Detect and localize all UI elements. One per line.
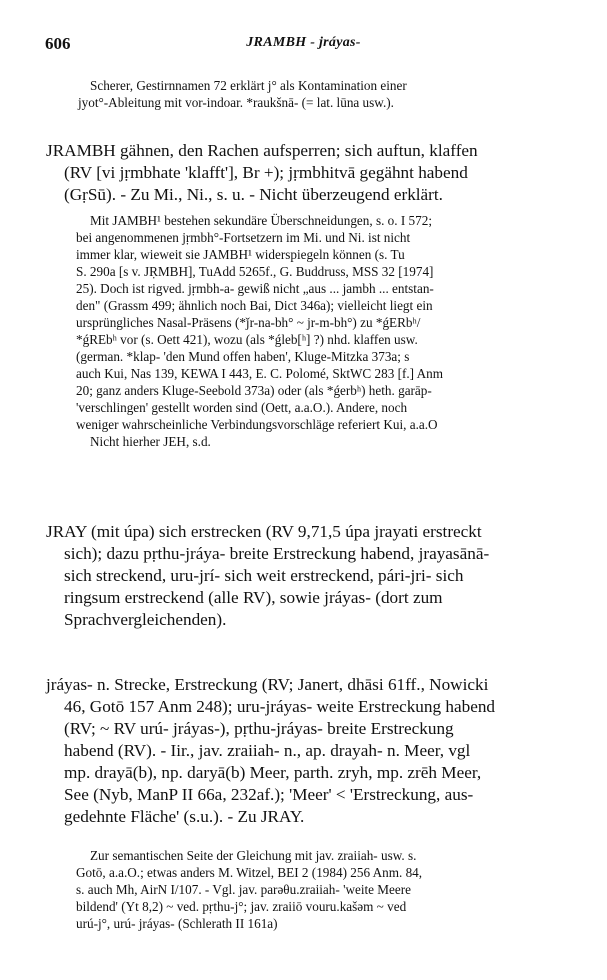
entry-line: See (Nyb, ManP II 66a, 232af.); 'Meer' < 'Erstreckung, aus- <box>64 785 474 804</box>
note-line: 20; ganz anders Kluge-Seebold 373a) oder (als *ǵerbʰ) heth. garāp- <box>76 383 432 398</box>
note-line: auch Kui, Nas 139, KEWA I 443, E. C. Polomé, SktWC 283 [f.] Anm <box>76 366 444 381</box>
text-line: Scherer, Gestirnnamen 72 erklärt j° als Kontamination einer <box>90 78 407 93</box>
note-line: Gotō, a.a.O.; etwas anders M. Witzel, BEI 2 (1984) 256 Anm. 84, <box>76 865 423 880</box>
note-line: *ǵREbʰ vor (s. Oett 421), wozu (als *ǵleb[ʰ] ?) nhd. klaffen usw. <box>76 332 418 347</box>
note-line: Zur semantischen Seite der Gleichung mit jav. zraiiah- usw. s. <box>90 848 417 863</box>
note-line: 25). Doch ist rigved. jṛmbh-a- gewiß nicht „aus ... jambh ... entstan- <box>76 281 434 296</box>
entry-line: (RV; ~ RV urú- jráyas-), pṛthu-jráyas- breite Erstreckung <box>64 719 454 738</box>
page-number: 606 <box>45 34 71 53</box>
entry-line: mp. drayā(b), np. daryā(b) Meer, parth. zryh, mp. zrēh Meer, <box>64 763 482 782</box>
entry-line: (RV [vi jṛmbhate 'klafft'], Br +); jṛmbhitvā gegähnt habend <box>64 163 468 182</box>
note-line: 'verschlingen' gestellt worden sind (Oett, a.a.O.). Andere, noch <box>76 400 408 415</box>
note-line: weniger wahrscheinliche Verbindungsvorschläge referiert Kui, a.a.O <box>76 417 438 432</box>
running-title: JRAMBH - jráyas- <box>246 35 361 50</box>
entry-line: jráyas- n. Strecke, Erstreckung (RV; Janert, dhāsi 61ff., Nowicki <box>46 675 489 694</box>
note-line: immer klar, wieweit sie JAMBH¹ widerspiegeln können (s. Tu <box>76 247 405 262</box>
note-line: den" (Grassm 499; ähnlich noch Bai, Dict 346a); vielleicht liegt ein <box>76 298 433 313</box>
note-line: (german. *klap- 'den Mund offen haben', Kluge-Mitzka 373a; s <box>76 349 410 364</box>
note-line: Nicht hierher JEH, s.d. <box>90 434 211 449</box>
entry-line: (GṛSū). - Zu Mi., Ni., s. u. - Nicht überzeugend erklärt. <box>64 185 443 204</box>
entry-line: 46, Gotō 157 Anm 248); uru-jráyas- weite Erstreckung habend <box>64 697 496 716</box>
note-line: Mit JAMBH¹ bestehen sekundäre Überschneidungen, s. o. I 572; <box>90 213 433 228</box>
entry-line: ringsum erstreckend (alle RV), sowie jráyas- (dort zum <box>64 588 443 607</box>
note-line: s. auch Mh, AirN I/107. - Vgl. jav. parəθu.zraiiah- 'weite Meere <box>76 882 411 897</box>
entry-line: JRAMBH gähnen, den Rachen aufsperren; sich auftun, klaffen <box>46 141 478 160</box>
entry-line: Sprachvergleichenden). <box>64 610 227 629</box>
entry-line: sich streckend, uru-jrí- sich weit erstreckend, pári-jri- sich <box>64 566 464 585</box>
note-line: S. 290a [s v. JṚMBH], TuAdd 5265f., G. Buddruss, MSS 32 [1974] <box>76 264 434 279</box>
entry-line: sich); dazu pṛthu-jráya- breite Erstreckung habend, jrayasānā- <box>64 544 490 563</box>
note-line: urú-j°, urú- jráyas- (Schlerath II 161a) <box>76 916 278 931</box>
entry-line: habend (RV). - Iir., jav. zraiiah- n., ap. drayah- n. Meer, vgl <box>64 741 471 760</box>
entry-line: gedehnte Fläche' (s.u.). - Zu JRAY. <box>64 807 305 826</box>
note-line: bei angenommenen jṛmbh°-Fortsetzern im Mi. und Ni. ist nicht <box>76 230 411 245</box>
entry-line: JRAY (mit úpa) sich erstrecken (RV 9,71,5 úpa jrayati erstreckt <box>46 522 482 541</box>
text-line: jyot°-Ableitung mit vor-indoar. *raukšnā- (= lat. lūna usw.). <box>78 95 394 110</box>
note-line: bildend' (Yt 8,2) ~ ved. pṛthu-j°; jav. zraiiō vouru.kašəm ~ ved <box>76 899 407 914</box>
note-line: ursprüngliches Nasal-Präsens (*ǰr-na-bh° ~ jr-m-bh°) zu *ǵERbʰ/ <box>76 315 421 330</box>
